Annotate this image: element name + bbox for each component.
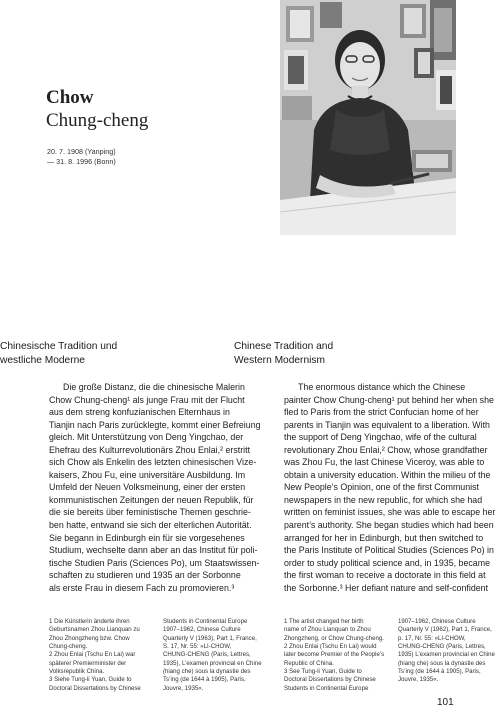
footnote-line: Ts’ing (de 1644 à 1905), Paris, bbox=[163, 676, 246, 684]
footnote-line: Quarterly V (1963), Part 1, France, bbox=[163, 634, 257, 642]
footnote-line: 2 Zhou Enlai (Tschu En Lai) war bbox=[49, 651, 136, 659]
footnote-line: name of Zhou Lianquan to Zhou bbox=[284, 626, 371, 634]
footnote-line: Republic of China. bbox=[284, 659, 334, 667]
text-line: kommunistischen Zeitungen der neuen Republik, für bbox=[49, 494, 254, 505]
text-line: kaisers, Zhou Fu, eine universitäre Ausbildung. Im bbox=[49, 469, 246, 480]
text-line: the Paris Institute of Political Studies (Sciences Po) in bbox=[284, 545, 494, 556]
text-line: the support of Deng Yingchao, wife of the cultural bbox=[284, 432, 477, 443]
text-line: als erste Frau in diesem Fach zu promovieren.³ bbox=[49, 582, 235, 593]
footnote-line: Zhongzheng, or Chow Chung-cheng. bbox=[284, 634, 384, 642]
artist-name-line1: Chow bbox=[46, 87, 94, 108]
footnote-line: S. 17, Nr. 55: »LI-CHOW, bbox=[163, 643, 232, 651]
footnotes-german-col2 bbox=[163, 618, 262, 693]
footnote-line: Doctoral Dissertations by Chinese bbox=[284, 676, 376, 684]
text-line: written on feminist issues, she was able to escape her bbox=[284, 507, 496, 518]
text-line: gleich. Mit Unterstützung von Deng Yingchao, der bbox=[49, 432, 244, 443]
text-line: obtain a university education. Within the milieu of the bbox=[284, 469, 491, 480]
text-line: the first woman to receive a doctorate in this field at bbox=[284, 570, 486, 581]
heading-line: Western Modernism bbox=[234, 355, 325, 366]
footnotes-german-col1 bbox=[49, 618, 141, 693]
footnote-line: 1935) L’examen provincial en Chine bbox=[398, 651, 495, 659]
footnote-line: 1 The artist changed her birth bbox=[284, 618, 364, 625]
footnote-line: 3 Siehe Tung-li Yuan, Guide to bbox=[49, 676, 132, 684]
footnotes-english-col2 bbox=[398, 618, 495, 685]
text-line: Chow Chung-cheng¹ als junge Frau mit der Flucht bbox=[49, 394, 245, 405]
section-heading-english bbox=[234, 340, 333, 368]
footnote-line: 1907–1962, Chinese Culture bbox=[163, 626, 241, 634]
text-line: tische Studien Paris (Sciences Po), um Staatswissen- bbox=[49, 557, 260, 568]
footnote-line: (hiang che) sous la dynastie des bbox=[163, 668, 251, 676]
body-text-german bbox=[49, 381, 261, 594]
text-line: schaften zu studieren und 1935 an der Sorbonne bbox=[49, 570, 241, 581]
footnote-line: Students in Continental Europe bbox=[284, 684, 369, 692]
heading-line: westliche Moderne bbox=[0, 355, 85, 366]
footnote-line: 2 Zhou Enlai (Tschu En Lai) would bbox=[284, 643, 377, 651]
text-line: painter Chow Chung-cheng¹ put behind her when she bbox=[284, 394, 494, 405]
text-line: Sie begann in Edinburgh ein für sie vorgesehenes bbox=[49, 532, 245, 543]
text-line: fled to Paris from the strict Confucian home of her bbox=[284, 407, 479, 418]
footnote-line: Geburtsnamen Zhou Lianquan zu bbox=[49, 626, 140, 634]
text-line: parent’s authority. She began studies which had been bbox=[284, 520, 494, 531]
body-text-english bbox=[284, 381, 495, 594]
footnote-line: 1907–1962, Chinese Culture bbox=[398, 618, 476, 625]
death-date: — 31. 8. 1996 (Bonn) bbox=[47, 156, 116, 166]
footnote-line: Zhou Zhongzheng bzw. Chow bbox=[49, 634, 130, 642]
footnote-line: Volksrepublik China. bbox=[49, 668, 105, 676]
footnote-line: (hiang che) sous la dynastie des bbox=[398, 659, 486, 667]
text-line: Ehefrau des Kulturrevolutionärs Zhou Enlai,² erstritt bbox=[49, 444, 251, 455]
heading-line: Chinese Tradition and bbox=[234, 341, 334, 352]
text-line: New People’s Opinion, one of the first Communist bbox=[284, 482, 479, 493]
text-line: Studium, wechselte dann aber an das Institut für poli- bbox=[49, 545, 258, 556]
text-line: parents in Tianjin was equivalent to a liberation. With bbox=[284, 419, 490, 430]
text-line: arranged for her in Edinburgh, but then switched to bbox=[284, 532, 484, 543]
text-line: die sie bereits über feministische Themen geschrie- bbox=[49, 507, 251, 518]
text-line: order to study political science and, in 1935, became bbox=[284, 557, 490, 568]
footnote-line: 1935), L’examen provincial en Chine bbox=[163, 659, 262, 667]
footnotes-english-col1 bbox=[284, 618, 384, 693]
text-line: Tianjin nach Paris zurücklegte, kommt einer Befreiung bbox=[49, 419, 261, 430]
text-line: aus dem streng konfuzianischen Elternhaus in bbox=[49, 407, 230, 418]
heading-line: Chinesische Tradition und bbox=[0, 341, 118, 352]
footnote-line: Quarterly V (1962), Part 1, France, bbox=[398, 626, 492, 634]
portrait-image bbox=[280, 0, 456, 235]
footnote-line: Ts’ing (de 1644 à 1905), Paris, bbox=[398, 668, 481, 676]
footnote-line: Jouvre, 1935«. bbox=[398, 676, 439, 684]
page-number: 101 bbox=[437, 697, 454, 708]
footnote-line: Doctoral Dissertations by Chinese bbox=[49, 684, 141, 692]
text-line: newspapers in the new republic, for which she had bbox=[284, 494, 483, 505]
footnote-line: p. 17, Nr. 55: »LI-CHOW, bbox=[398, 634, 466, 642]
footnote-line: Students in Continental Europe bbox=[163, 618, 248, 625]
artist-portrait-photo bbox=[280, 0, 456, 235]
footnote-line: Jouvre, 1935«. bbox=[163, 684, 204, 692]
text-line: the Sorbonne.³ Her defiant nature and self-confident bbox=[284, 582, 489, 593]
text-line: The enormous distance which the Chinese bbox=[298, 382, 466, 392]
section-heading-german bbox=[0, 340, 117, 368]
footnote-line: späterer Premierminister der bbox=[49, 659, 127, 667]
text-line: Die große Distanz, die die chinesische Malerin bbox=[63, 382, 245, 392]
text-line: was Zhou Fu, the last Chinese Viceroy, was able to bbox=[284, 457, 485, 468]
birth-date: 20. 7. 1908 (Yanping) bbox=[47, 147, 116, 156]
footnote-line: CHUNG-CHENG (Paris, Lettres, bbox=[398, 643, 486, 651]
artist-name-title bbox=[46, 86, 148, 132]
text-line: sich Chow als Enkelin des letzten chinesischen Vize- bbox=[49, 457, 257, 468]
text-line: ben hatte, entwand sie sich der elterlichen Autorität. bbox=[49, 520, 252, 531]
footnote-line: Chung-cheng. bbox=[49, 643, 88, 651]
artist-name-line2: Chung-cheng bbox=[46, 110, 149, 131]
text-line: revolutionary Zhou Enlai,² Chow, whose grandfather bbox=[284, 444, 488, 455]
footnote-line: CHUNG-CHENG (Paris, Lettres, bbox=[163, 651, 251, 659]
footnote-line: 1 Die Künstlerin änderte ihren bbox=[49, 618, 130, 625]
text-line: Umfeld der Neuen Volksmeinung, einer der ersten bbox=[49, 482, 246, 493]
footnote-line: 3 See Tung-li Yuan, Guide to bbox=[284, 668, 362, 676]
life-dates bbox=[47, 147, 116, 166]
footnote-line: later become Premier of the People’s bbox=[284, 651, 385, 659]
